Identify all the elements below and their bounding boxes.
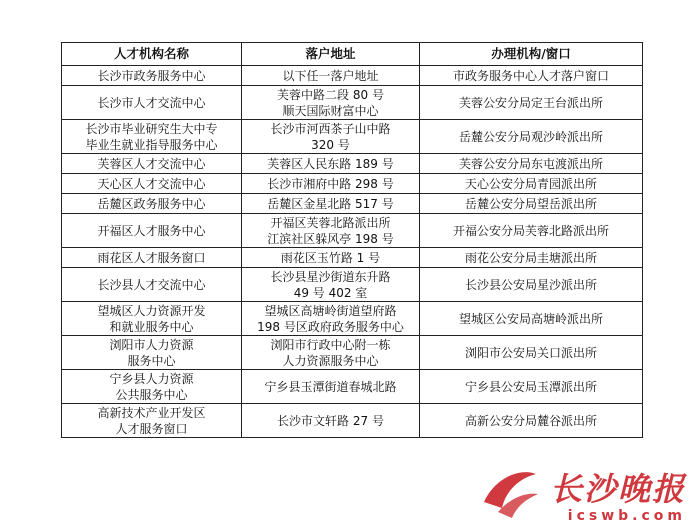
address-cell: 长沙县星沙街道东升路 49 号 402 室 [242,268,420,302]
table-row [62,66,643,86]
header-handling-office: 办理机构/窗口 [420,43,643,66]
office-cell: 高新公安分局麓谷派出所 [420,404,643,438]
table-row [62,302,643,336]
header-institution-name: 人才机构名称 [62,43,242,66]
table-row [62,336,643,370]
table-row [62,86,643,120]
address-cell: 以下任一落户地址 [242,66,420,86]
table-row [62,194,643,214]
table-row [62,370,643,404]
office-cell: 雨花公安分局圭塘派出所 [420,248,643,268]
institution-name-cell: 芙蓉区人才交流中心 [62,154,242,174]
address-cell: 岳麓区金星北路 517 号 [242,194,420,214]
institution-name-cell: 浏阳市人力资源 服务中心 [62,336,242,370]
office-cell: 芙蓉公安分局东屯渡派出所 [420,154,643,174]
institution-name-cell: 长沙县人才交流中心 [62,268,242,302]
address-cell: 望城区高塘岭街道望府路 198 号区政府政务服务中心 [242,302,420,336]
table-row [62,268,643,302]
institution-name-cell: 长沙市政务服务中心 [62,66,242,86]
address-cell: 浏阳市行政中心附一栋 人力资源服务中心 [242,336,420,370]
table-header-row [62,43,643,66]
address-cell: 长沙市文轩路 27 号 [242,404,420,438]
address-cell: 长沙市湘府中路 298 号 [242,174,420,194]
address-cell: 芙蓉中路二段 80 号 顺天国际财富中心 [242,86,420,120]
office-cell: 市政务服务中心人才落户窗口 [420,66,643,86]
address-cell: 雨花区玉竹路 1 号 [242,248,420,268]
office-cell: 长沙县公安局星沙派出所 [420,268,643,302]
institution-name-cell: 望城区人力资源开发 和就业服务中心 [62,302,242,336]
table-row [62,214,643,248]
newspaper-logo-watermark [476,462,686,524]
office-cell: 宁乡县公安局玉潭派出所 [420,370,643,404]
table-row [62,120,643,154]
settlement-table [61,42,643,438]
office-cell: 浏阳市公安局关口派出所 [420,336,643,370]
address-cell: 宁乡县玉潭街道春城北路 [242,370,420,404]
institution-name-cell: 长沙市人才交流中心 [62,86,242,120]
office-cell: 开福公安分局芙蓉北路派出所 [420,214,643,248]
address-cell: 长沙市河西茶子山中路 320 号 [242,120,420,154]
institution-name-cell: 宁乡县人力资源 公共服务中心 [62,370,242,404]
institution-name-cell: 雨花区人才服务窗口 [62,248,242,268]
institution-name-cell: 高新技术产业开发区 人才服务窗口 [62,404,242,438]
office-cell: 岳麓公安分局望岳派出所 [420,194,643,214]
logo-url: icswb.com [567,508,686,524]
institution-name-cell: 开福区人才服务中心 [62,214,242,248]
table-row [62,404,643,438]
address-cell: 开福区芙蓉北路派出所 江滨社区躲风亭 198 号 [242,214,420,248]
institution-name-cell: 天心区人才交流中心 [62,174,242,194]
office-cell: 岳麓公安分局观沙岭派出所 [420,120,643,154]
office-cell: 望城区公安局高塘岭派出所 [420,302,643,336]
institution-name-cell: 岳麓区政务服务中心 [62,194,242,214]
institution-name-cell: 长沙市毕业研究生大中专 毕业生就业指导服务中心 [62,120,242,154]
office-cell: 天心公安分局青园派出所 [420,174,643,194]
logo-newspaper-name: 长沙晚报 [549,470,686,508]
header-settlement-address: 落户地址 [242,43,420,66]
table-row [62,174,643,194]
address-cell: 芙蓉区人民东路 189 号 [242,154,420,174]
table-row [62,154,643,174]
table-row [62,248,643,268]
office-cell: 芙蓉公安分局定王台派出所 [420,86,643,120]
